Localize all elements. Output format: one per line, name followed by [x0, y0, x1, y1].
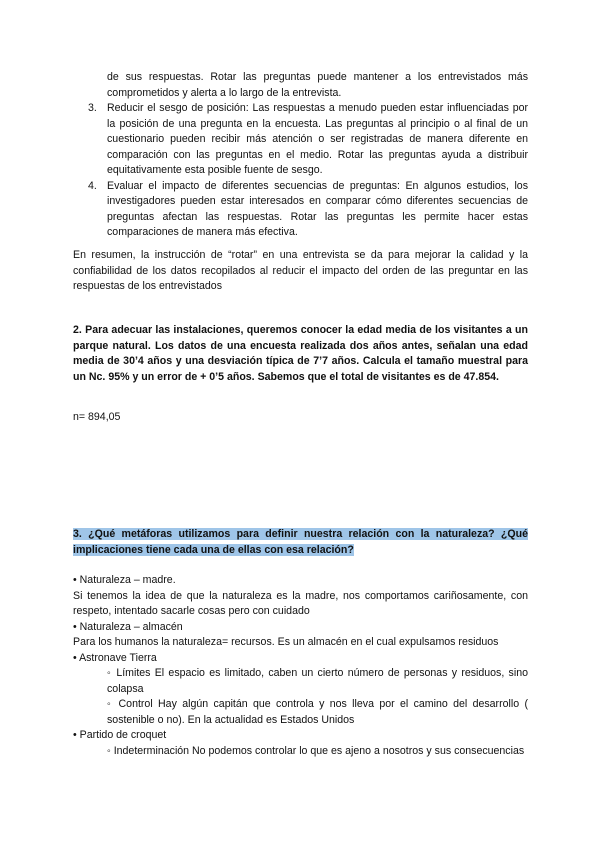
bullet-naturaleza-almacen-text: Para los humanos la naturaleza= recursos. Es un almacén en el cual expulsamos residuos: [73, 636, 499, 648]
list-item: [88, 101, 528, 179]
question-3-highlight: 3. ¿Qué metáforas utilizamos para definir nuestra relación con la naturaleza? ¿Qué implicaciones tiene cada una de ellas con esa relación?: [73, 528, 528, 556]
bullet-naturaleza-madre-text: Si tenemos la idea de que la naturaleza es la madre, nos comportamos cariñosamente, con respeto, intentado sacarle cosas pero con cuidado: [73, 589, 528, 617]
bullet-partido-croquet: • Partido de croquet: [73, 729, 167, 741]
bullet-astronave-tierra: • Astronave Tierra: [73, 651, 157, 664]
list-item: [88, 179, 528, 241]
answer-2: n= 894,05: [73, 411, 121, 423]
numbered-list: [88, 101, 528, 241]
list-item-number: 4.: [88, 179, 97, 192]
metaphor-list: [73, 573, 528, 759]
list-item-text: Evaluar el impacto de diferentes secuencias de preguntas: En algunos estudios, los investigadores pueden estar interesados en comparar cómo diferentes secuencias de preguntas afectan las respuestas. Rotar las preguntas les permite hacer estas comparaciones de manera más efectiva.: [107, 179, 528, 238]
list-item-text: Reducir el sesgo de posición: Las respuestas a menudo pueden estar influenciadas por la posición de una pregunta en la encuesta. Las preguntas al principio o al final de un cuestionario pueden recibir más atención o ser registradas de manera diferente en comparación con las preguntas en el medio. Rotar las preguntas ayuda a distribuir equitativamente esta posible fuente de sesgo.: [107, 102, 528, 176]
list-item-number: 3.: [88, 102, 97, 114]
question-3: [73, 527, 528, 558]
bullet-naturaleza-almacen: • Naturaleza – almacén: [73, 620, 183, 633]
summary-paragraph: En resumen, la instrucción de “rotar” en una entrevista se da para mejorar la calidad y la confiabilidad de los datos recopilados al reducir el impacto del orden de las preguntar en las respuestas de los entrevistados: [73, 249, 528, 292]
question-2: 2. Para adecuar las instalaciones, queremos conocer la edad media de los visitantes a un parque natural. Los datos de una encuesta realizada dos años antes, señalan una edad media de 30’4 años y una desviación típica de 7’7 años. Calcula el tamaño muestral para un Nc. 95% y un error de + 0’5 años. Sabemos que el total de visitantes es de 47.854.: [73, 324, 528, 383]
sub-item-indeterminacion: ◦ Indeterminación No podemos controlar lo que es ajeno a nosotros y sus consecuencias: [107, 744, 525, 757]
bullet-naturaleza-madre: • Naturaleza – madre.: [73, 574, 176, 586]
sub-item-control: ◦ Control Hay algún capitán que controla y nos lleva por el camino del desarrollo ( sostenible o no). En la actualidad es Estados Unidos: [107, 698, 528, 726]
sub-item-limites: ◦ Límites El espacio es limitado, caben un cierto número de personas y residuos, sino colapsa: [107, 667, 528, 695]
item2-continuation: de sus respuestas. Rotar las preguntas puede mantener a los entrevistados más comprometidos y alerta a lo largo de la entrevista.: [107, 71, 528, 99]
